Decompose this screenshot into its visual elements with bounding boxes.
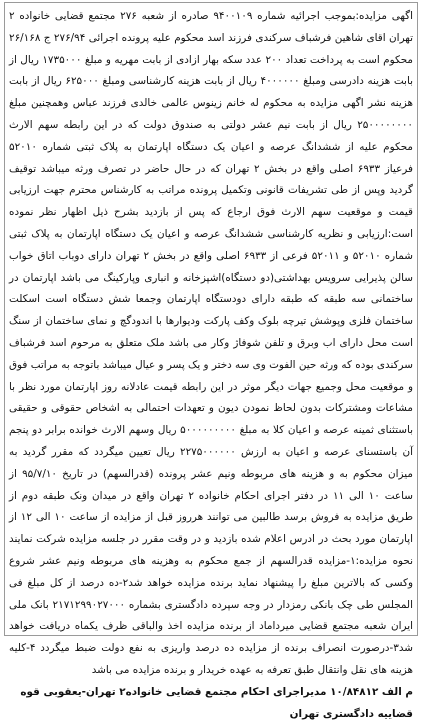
- notice-footer-signature: م الف ۱۰/۸۴۸۱۲ مدیراجرای احکام مجتمع قضایی خانواده۲ تهران-یعقوبی قوه قضاییه دادگستری تهران: [20, 685, 413, 720]
- auction-notice: [4, 2, 418, 720]
- notice-body-text: اگهی مزایده:بموجب اجرائیه شماره ۹۴۰۰۱۰۹ صادره از شعبه ۲۷۶ مجتمع قضایی خانواده ۲ تهران اقای شاهین فرشباف سرکندی فرزند اسد محکوم علیه پرونده اجرائی ۲۷۶/۹۴ ج ۲۶/۱۶۸ محکوم است به پرداخت تعداد ۲۰۰ عدد سکه بهار ازادی از بابت مهریه و مبلغ ۱۷۳۵۰۰۰ ریال از بابت هزینه دادرسی ومبلغ ۴۰۰۰۰۰۰ ریال از بابت هزینه کارشناسی ومبلغ ۶۲۵۰۰۰ ریال از بابت هزینه نشر اگهی مزایده به محکوم له خانم زینوس عالمی خالدی فرزند عباس وهمچنین مبلغ ۲۵۰۰۰۰۰۰۰۰ ریال از بابت نیم عشر دولتی به صندوق دولت که در این رابطه سهم الارث محکوم علیه از ششدانگ عرصه و اعیان یک دستگاه اپارتمان به پلاک ثبتی شماره ۵۲۰۱۰ فرعیاز ۶۹۳۳ اصلی واقع در بخش ۲ تهران که در حال حاضر در تصرف ورثه میباشد توقیف گردید وپس از طی تشریفات قانونی وتکمیل پرونده مراتب به کارشناس محترم جهت ارزیابی قیمت و موقعیت سهم الارث فوق ارجاع که پس از بازدید بشرح ذیل اظهار نظر نموده است:ارزیابی و نظریه کارشناسی ششدانگ عرصه و اعیان یک دستگاه اپارتمان به پلاک ثبتی شماره ۵۲۰۱۰ و ۵۲۰۱۱ فرعی از ۶۹۳۳ اصلی واقع در بخش ۲ تهران دارای دوباب اتاق خواب سالن پذیرایی سرویس بهداشتی(دو دستگاه)اشپزخانه و انباری وپارکینگ می باشد اپارتمان در ساختمانی سه طبقه که طبقه دارای دودستگاه اپارتمان وجمعا شش دستگاه است اسکلت ساختمان فلزی وپوشش تیرچه بلوک وکف پارکت ودیوارها با اندودگچ و نمای ساختمان از سنگ است محل دارای اب وبرق و تلفن شوفاژ وکار می باشد ملک متعلق به مرحوم اسد فرشباف سرکندی بوده که ورثه حین الفوت وی سه دختر و یک پسر و عیال میباشد باتوجه به مراتب فوق و موقعیت محل وجمیع جهات دیگر موثر در این رابطه قیمت عادلانه روز اپارتمان مورد نظر با مشاعات ومشترکات بدون لحاظ نمودن دیون و تعهدات احتمالی به اشخاص حقوقی و حقیقی باستثنای ثمینه عرصه و اعیان کلا به مبلغ ۵۰۰۰۰۰۰۰۰۰ ریال وسهم الارث خوانده برابر دو پنجم آن باستسنای عرصه و اعیان به ارزش ۲۲۷۵۰۰۰۰۰۰ ریال تعیین میگردد که مقرر گردید به میزان محکوم به و هزینه های مربوطه ونیم عشر پرونده (قدرالسهم) در تاریخ ۹۵/۷/۱۰ از ساعت ۱۰ الی ۱۱ در دفتر اجرای احکام خانواده ۲ تهران واقع در میدان ونک طبقه دوم از طریق مزایده به فروش برسد طالبین می توانند هرروز قبل از مزایده از ساعت ۱۰ الی ۱۲ از اپارتمان مورد بحث در ادرس اعلام شده بازدید و در وقت مقرر در جلسه مزایده شرکت نمایند نحوه مزایده:۱-مزایده قدرالسهم از جمع محکوم به وهزینه های مربوطه ونیم عشر شروع وکسی که بالاترین مبلغ را پیشنهاد نماید برنده مزایده خواهد شد۲-ده درصد از کل مبلغ فی المجلس طی چک بانکی رمزدار در وجه سپرده دادگستری بشماره ۲۱۷۱۲۹۹۰۲۷۰۰۰ بانک ملی ایران شعبه مجتمع قضایی میرداماد از برنده مزایده اخذ والباقی ظرف یکماه دریافت خواهد شد۳-درصورت انصراف برنده از مزایده ده درصد واریزی به نفع دولت ضبط میگردد ۴-کلیه هزینه های نقل وانتقال طبق تعرفه به عهده خریدار و برنده مزایده می باشد: [9, 10, 414, 676]
